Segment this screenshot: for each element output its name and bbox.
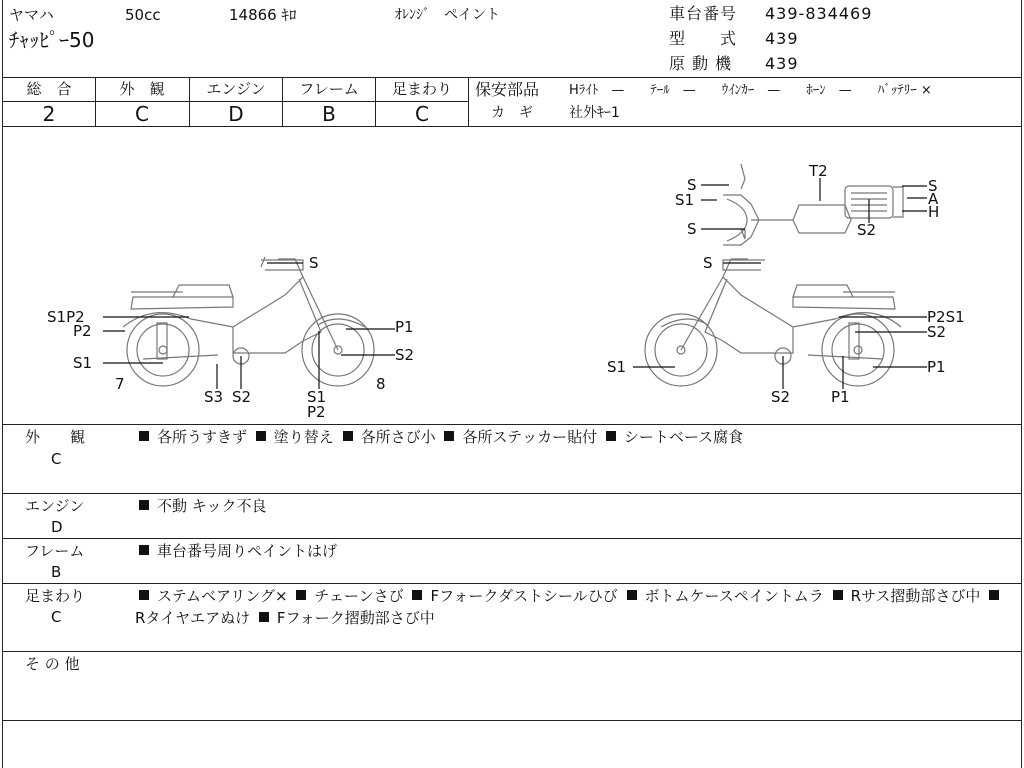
model-type: 439 <box>765 29 799 48</box>
right-side-bike <box>645 259 901 386</box>
total-grade-label: 総 合 <box>26 80 72 98</box>
top-h: H <box>928 203 940 221</box>
remark-engine-grade: D <box>51 518 63 536</box>
right-s1: S1 <box>607 358 627 376</box>
remark-suspension-grade: C <box>51 608 62 626</box>
inspection-sheet <box>2 0 1022 768</box>
left-s-top: S <box>309 254 319 272</box>
engine-type: 439 <box>765 54 799 73</box>
damage-diagram <box>3 127 1023 424</box>
remark-item: Rサス摺動部さび中 <box>850 587 981 605</box>
remark-exterior-grade: C <box>51 450 62 468</box>
frame-grade: B <box>322 102 336 126</box>
remark-item: Fフォークダストシールひび <box>430 587 618 605</box>
top-t2: T2 <box>809 162 828 180</box>
remark-item: チェーンさび <box>314 587 404 605</box>
remark-suspension-label: 足まわり <box>25 587 86 605</box>
model-type-label: 型 式 <box>669 29 738 48</box>
frame-number: 439-834469 <box>765 4 873 23</box>
remark-item: Fフォーク摺動部さび中 <box>276 609 435 627</box>
right-p1: P1 <box>927 358 946 376</box>
displacement: 50cc <box>125 6 161 24</box>
right-side-leaders <box>633 263 927 389</box>
left-s1-bottom: S1 <box>307 388 327 406</box>
model-name: ﾁｬｯﾋﾟｰ50 <box>9 28 95 52</box>
right-s-top: S <box>703 254 713 272</box>
suspension-grade: C <box>415 102 429 126</box>
body-color: ｵﾚﾝｼﾞ ペイント <box>395 7 500 23</box>
left-s2-bottom: S2 <box>232 388 252 406</box>
maker: ヤマハ <box>9 6 54 24</box>
left-p1: P1 <box>395 318 414 336</box>
remark-item: ステムベアリング× <box>157 587 288 605</box>
remark-frame-grade: B <box>51 563 62 581</box>
remark-engine-label: エンジン <box>25 497 85 515</box>
remark-item: シートベース腐食 <box>623 428 744 446</box>
frame-number-label: 車台番号 <box>669 4 738 23</box>
frame-grade-label: フレーム <box>299 80 359 98</box>
remark-frame-items <box>135 540 1015 562</box>
divider <box>3 77 1021 78</box>
remark-item: 各所さび小 <box>360 428 436 446</box>
top-s1-left: S1 <box>675 191 695 209</box>
left-s1: S1 <box>73 354 93 372</box>
remark-item: 車台番号周りペイントはげ <box>157 542 338 560</box>
remark-item: 塗り替え <box>273 428 334 446</box>
mileage: 14866 ｷﾛ <box>229 6 297 24</box>
remark-item: 各所ステッカー貼付 <box>462 428 598 446</box>
engine-type-label: 原 動 機 <box>669 54 733 73</box>
left-s2: S2 <box>395 346 415 364</box>
remark-exterior-label: 外 観 <box>25 428 86 446</box>
total-grade: 2 <box>42 102 56 126</box>
engine-grade-label: エンジン <box>206 80 266 98</box>
remark-engine-items <box>135 495 1015 517</box>
left-side-bike <box>123 257 374 386</box>
right-p1-bottom: P1 <box>831 388 850 406</box>
left-p2-bottom: P2 <box>307 403 326 421</box>
remark-other-label: そ の 他 <box>25 655 80 673</box>
key-value: 社外ｷｰ1 <box>569 105 620 121</box>
right-s2-bottom: S2 <box>771 388 791 406</box>
key-label: カ ギ <box>491 105 533 121</box>
top-s2: S2 <box>857 221 877 239</box>
top-s-left-bottom: S <box>687 220 697 238</box>
top-a: A <box>928 190 939 208</box>
engine-grade: D <box>228 102 244 126</box>
top-s-right: S <box>928 177 938 195</box>
right-p2s1: P2S1 <box>927 308 965 326</box>
remark-item: 各所うすきず <box>157 428 248 446</box>
remark-item: 不動 キック不良 <box>157 497 267 515</box>
remark-exterior-items <box>135 426 1015 448</box>
suspension-grade-label: 足まわり <box>391 80 452 98</box>
left-7: 7 <box>115 375 125 393</box>
left-s1p2: S1P2 <box>47 308 85 326</box>
safety-parts-title: 保安部品 <box>475 80 540 99</box>
remark-item: ボトムケースペイントムラ <box>644 587 824 605</box>
exterior-grade-label: 外 観 <box>119 80 165 98</box>
exterior-grade: C <box>135 102 149 126</box>
right-s2: S2 <box>927 323 947 341</box>
remark-item: Rタイヤエアぬけ <box>135 609 251 627</box>
remark-suspension-items <box>135 585 1015 629</box>
left-s3: S3 <box>204 388 224 406</box>
left-p2: P2 <box>73 322 92 340</box>
safety-parts-items: Hﾗｲﾄ — ﾃｰﾙ — ｳｲﾝｶｰ — ﾎｰﾝ — ﾊﾞｯﾃﾘｰ × <box>569 83 932 98</box>
remark-frame-label: フレーム <box>25 542 85 560</box>
left-8: 8 <box>376 375 386 393</box>
top-s-left: S <box>687 176 697 194</box>
